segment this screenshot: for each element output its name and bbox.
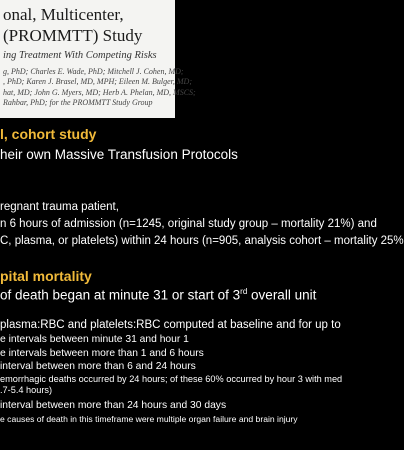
death-time-text: of death began at minute 31 or start of 3 [0,287,241,303]
sub-bullet-interval-1: e intervals between minute 31 and hour 1 [0,334,189,345]
article-authors [3,67,196,109]
authors-line: g, PhD; Charles E. Wade, PhD; Mitchell J. Cohen, MD; [3,67,184,76]
heading-study-design: l, cohort study [0,126,97,142]
bullet-pregnant: regnant trauma patient, [0,201,119,213]
article-header-image [0,0,196,118]
authors-line: hat, MD; John G. Myers, MD; Herb A. Phelan, MD, MSCS; [3,87,196,97]
article-subtitle: ing Treatment With Competing Risks [3,50,157,61]
bullet-mtp: heir own Massive Transfusion Protocols [0,147,238,162]
heading-mortality: pital mortality [0,268,92,284]
article-title-line-2: (PROMMTT) Study [3,26,143,45]
sub-bullet-interval-3: interval between more than 6 and 24 hours [0,361,196,372]
bullet-ratio: plasma:RBC and platelets:RBC computed at baseline and for up to [0,319,341,331]
bullet-admission: n 6 hours of admission (n=1245, original study group – mortality 21%) and [0,218,377,230]
authors-line: , PhD; Karen J. Brasel, MD, MPH; Eileen M. Bulger, MD; [3,77,192,87]
sub-bullet-hemorrhagic-2: .7-5.4 hours) [0,385,53,395]
authors-line: Rahbar, PhD; for the PROMMTT Study Group [3,98,153,108]
bullet-death-time [0,287,316,303]
death-time-tail: overall unit [247,287,317,303]
sub-bullet-causes: e causes of death in this timeframe were multiple organ failure and brain injury [0,414,298,424]
sub-bullet-hemorrhagic-1: emorrhagic deaths occurred by 24 hours; of these 60% occurred by hour 3 with med [0,374,343,384]
article-title-line-1: onal, Multicenter, [3,5,124,24]
sub-bullet-interval-2: e intervals between more than 1 and 6 hours [0,348,204,359]
sub-bullet-interval-4: interval between more than 24 hours and 30 days [0,400,227,411]
death-time-superscript: rd [240,287,248,296]
bullet-plasma-24h: C, plasma, or platelets) within 24 hours (n=905, analysis cohort – mortality 25% [0,235,404,247]
